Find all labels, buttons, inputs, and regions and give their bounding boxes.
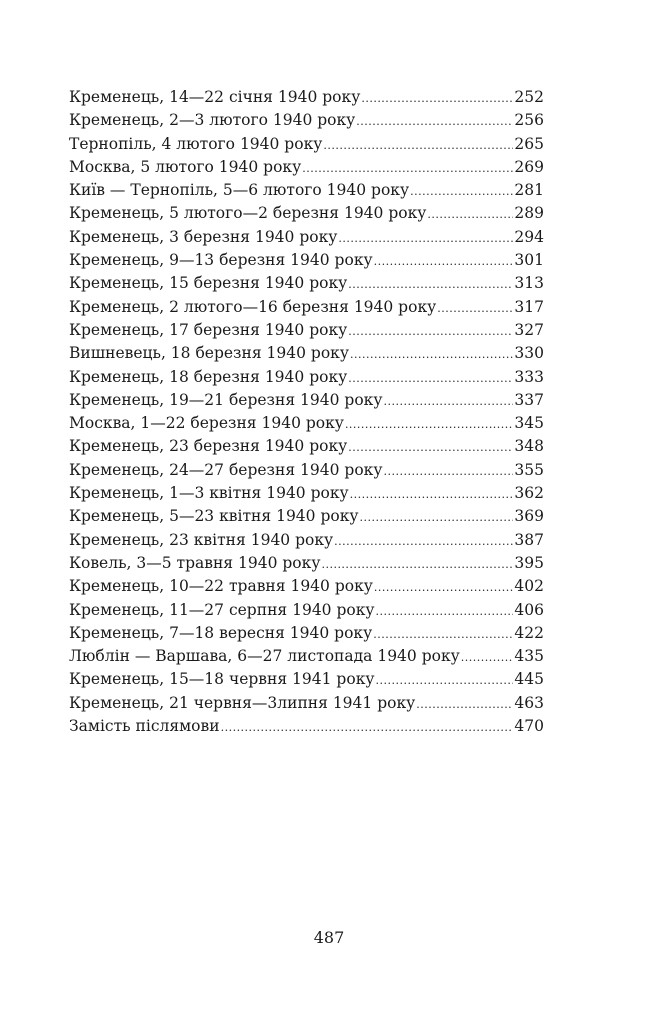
toc-entry-title: Москва, 1—22 березня 1940 року: [69, 414, 344, 433]
toc-entry: [69, 645, 544, 668]
toc-entry-page: 269: [514, 157, 544, 176]
toc-dot-leader: [373, 623, 513, 646]
toc-entry-page: 445: [514, 670, 544, 689]
toc-dot-leader: [321, 553, 513, 576]
toc-entry-page: 435: [514, 647, 544, 666]
toc-entry: [69, 529, 544, 552]
toc-entry: [69, 109, 544, 132]
toc-dot-leader: [360, 506, 514, 529]
toc-dot-leader: [345, 413, 513, 436]
toc-entry-page: 265: [514, 134, 544, 153]
toc-entry: [69, 575, 544, 598]
toc-entry-page: 317: [514, 297, 544, 316]
toc-entry-title: Москва, 5 лютого 1940 року: [69, 157, 302, 176]
toc-dot-leader: [461, 646, 514, 669]
toc-entry: [69, 342, 544, 365]
toc-entry-page: 348: [514, 437, 544, 456]
toc-entry-page: 252: [514, 88, 544, 106]
toc-dot-leader: [374, 576, 514, 599]
toc-entry: [69, 668, 544, 691]
toc-entry-title: Кременець, 5—23 квітня 1940 року: [69, 507, 359, 526]
toc-entry-title: Кременець, 15 березня 1940 року: [69, 274, 348, 293]
toc-dot-leader: [361, 87, 513, 110]
toc-entry: [69, 692, 544, 715]
toc-entry-title: Кременець, 23 квітня 1940 року: [69, 530, 334, 549]
toc-entry-title: Кременець, 9—13 березня 1940 року: [69, 251, 373, 270]
toc-dot-leader: [302, 157, 513, 180]
toc-entry-title: Кременець, 17 березня 1940 року: [69, 320, 348, 339]
toc-entry-page: 333: [514, 367, 544, 386]
toc-entry-page: 402: [514, 577, 544, 596]
toc-entry-page: 281: [514, 181, 544, 200]
toc-entry: [69, 319, 544, 342]
toc-entry-page: 345: [514, 414, 544, 433]
toc-dot-leader: [348, 273, 513, 296]
toc-entry-title: Кременець, 24—27 березня 1940 року: [69, 460, 383, 479]
toc-entry: [69, 435, 544, 458]
toc-entry: [69, 296, 544, 319]
toc-dot-leader: [376, 669, 514, 692]
toc-entry-title: Люблін — Варшава, 6—27 листопада 1940 року: [69, 647, 460, 666]
toc-entry: [69, 179, 544, 202]
toc-entry: [69, 389, 544, 412]
toc-entry-title: Кременець, 7—18 вересня 1940 року: [69, 623, 373, 642]
toc-entry-page: 470: [514, 717, 544, 736]
toc-entry-title: Кременець, 3 березня 1940 року: [69, 227, 338, 246]
toc-entry-title: Кременець, 21 червня—3липня 1941 року: [69, 693, 416, 712]
toc-entry-page: 256: [514, 111, 544, 130]
table-of-contents: [69, 86, 544, 738]
toc-entry: [69, 715, 544, 738]
toc-entry-title: Кременець, 2 лютого—16 березня 1940 року: [69, 297, 437, 316]
toc-entry-title: Кременець, 19—21 березня 1940 року: [69, 390, 383, 409]
toc-entry-page: 313: [514, 274, 544, 293]
toc-entry-page: 294: [514, 227, 544, 246]
toc-entry: [69, 133, 544, 156]
toc-entry-title: Кременець, 14—22 січня 1940 року: [69, 88, 361, 106]
toc-entry: [69, 622, 544, 645]
toc-entry: [69, 459, 544, 482]
toc-entry-page: 395: [514, 553, 544, 572]
toc-dot-leader: [410, 180, 513, 203]
toc-dot-leader: [416, 693, 513, 716]
toc-entry-page: 289: [514, 204, 544, 223]
toc-entry-page: 301: [514, 251, 544, 270]
toc-entry-page: 387: [514, 530, 544, 549]
toc-entry-title: Кременець, 15—18 червня 1941 року: [69, 670, 375, 689]
toc-dot-leader: [376, 600, 514, 623]
toc-entry: [69, 552, 544, 575]
toc-entry: [69, 86, 544, 109]
toc-entry-page: 406: [514, 600, 544, 619]
toc-dot-leader: [374, 250, 514, 273]
toc-dot-leader: [383, 390, 513, 413]
toc-dot-leader: [221, 716, 514, 739]
toc-entry: [69, 272, 544, 295]
toc-entry: [69, 599, 544, 622]
toc-entry-title: Кременець, 1—3 квітня 1940 року: [69, 484, 349, 503]
toc-entry: [69, 482, 544, 505]
toc-entry-page: 362: [514, 484, 544, 503]
toc-entry-title: Кременець, 5 лютого—2 березня 1940 року: [69, 204, 427, 223]
toc-entry-page: 463: [514, 693, 544, 712]
toc-entry-title: Замість післямови: [69, 717, 220, 736]
toc-dot-leader: [427, 203, 513, 226]
page-number: 487: [313, 928, 345, 947]
toc-entry-title: Тернопіль, 4 лютого 1940 року: [69, 134, 323, 153]
toc-entry-title: Кременець, 2—3 лютого 1940 року: [69, 111, 356, 130]
toc-dot-leader: [334, 530, 513, 553]
toc-entry-title: Вишневець, 18 березня 1940 року: [69, 344, 349, 363]
toc-dot-leader: [348, 436, 513, 459]
toc-dot-leader: [350, 343, 513, 366]
toc-dot-leader: [356, 110, 513, 133]
toc-entry-page: 330: [514, 344, 544, 363]
toc-entry: [69, 249, 544, 272]
toc-dot-leader: [348, 320, 513, 343]
toc-entry-title: Київ — Тернопіль, 5—6 лютого 1940 року: [69, 181, 410, 200]
toc-entry-title: Кременець, 11—27 серпня 1940 року: [69, 600, 375, 619]
toc-entry-title: Кременець, 18 березня 1940 року: [69, 367, 348, 386]
toc-entry: [69, 366, 544, 389]
toc-dot-leader: [338, 227, 513, 250]
toc-entry-page: 327: [514, 320, 544, 339]
toc-entry: [69, 156, 544, 179]
toc-entry: [69, 412, 544, 435]
toc-dot-leader: [383, 460, 513, 483]
toc-entry-page: 355: [514, 460, 544, 479]
toc-entry-page: 422: [514, 623, 544, 642]
toc-entry: [69, 226, 544, 249]
toc-dot-leader: [323, 134, 513, 157]
toc-entry-title: Ковель, 3—5 травня 1940 року: [69, 553, 321, 572]
toc-entry-title: Кременець, 10—22 травня 1940 року: [69, 577, 373, 596]
toc-dot-leader: [348, 367, 513, 390]
toc-entry-title: Кременець, 23 березня 1940 року: [69, 437, 348, 456]
toc-entry-page: 337: [514, 390, 544, 409]
toc-dot-leader: [437, 297, 513, 320]
toc-entry: [69, 202, 544, 225]
toc-entry: [69, 505, 544, 528]
toc-dot-leader: [350, 483, 514, 506]
toc-entry-page: 369: [514, 507, 544, 526]
